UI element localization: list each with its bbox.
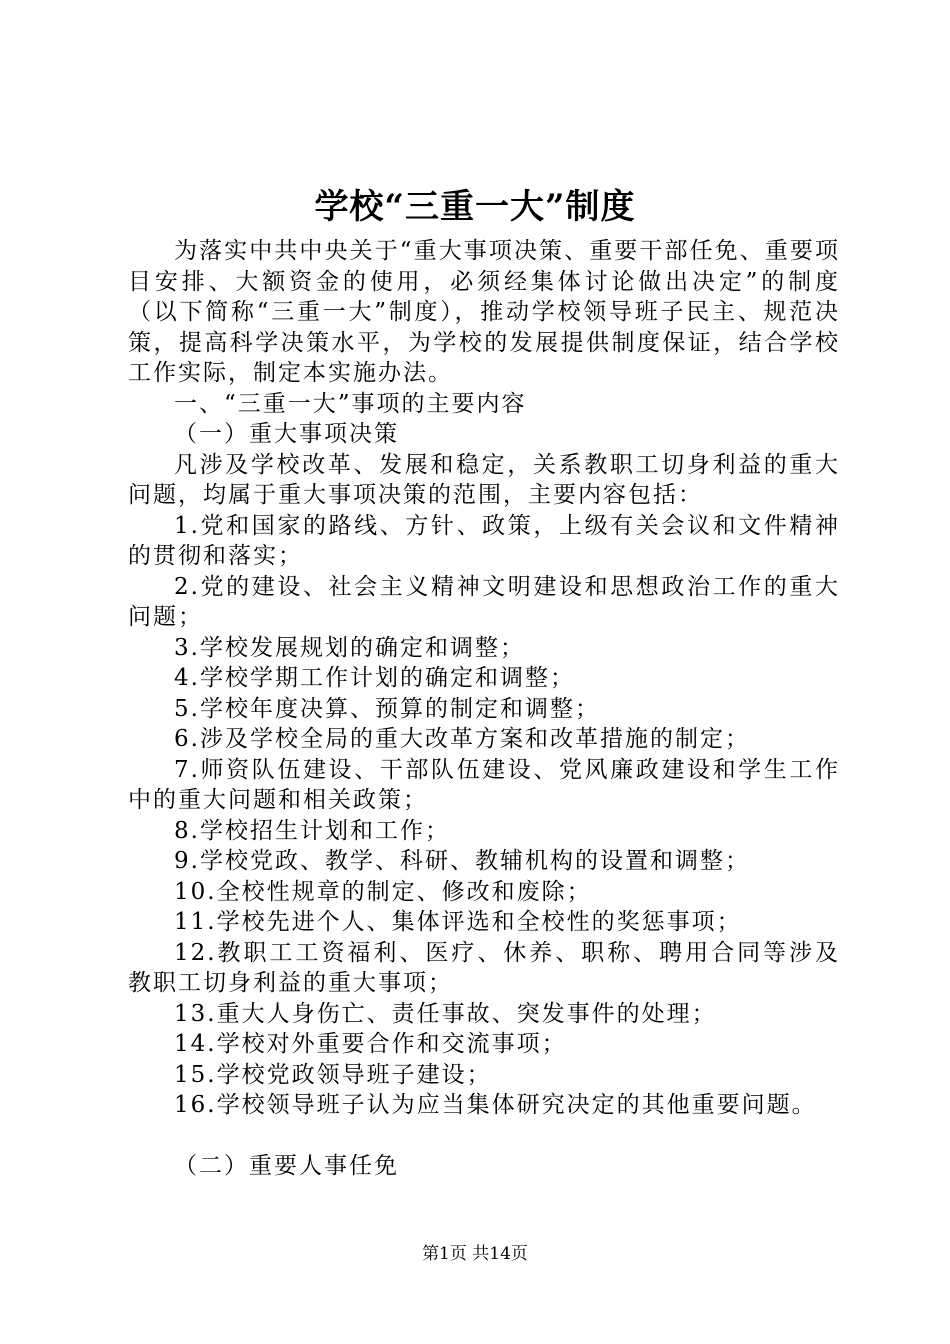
list-item-13: 13.重大人身伤亡、责任事故、突发事件的处理； xyxy=(174,1000,717,1027)
list-item-7: 7.师资队伍建设、干部队伍建设、党风廉政建设和学生工作中的重大问题和相关政策； xyxy=(128,756,840,813)
list-item-14: 14.学校对外重要合作和交流事项； xyxy=(174,1031,567,1057)
list-item-9: 9.学校党政、教学、科研、教辅机构的设置和调整； xyxy=(174,848,750,874)
section-heading-1: 一、“三重一大”事项的主要内容 xyxy=(174,390,527,417)
list-item-15: 15.学校党政领导班子建设； xyxy=(174,1061,492,1088)
list-item-11: 11.学校先进个人、集体评选和全校性的奖惩事项； xyxy=(174,909,742,935)
paragraph-intro: 为落实中共中央关于“重大事项决策、重要干部任免、重要项目安排、大额资金的使用，必须经集体讨论做出决定”的制度（以下简称“三重一大”制度），推动学校领导班子民主、规范决策，提高科学决策水平，为学校的发展提供制度保证，结合学校工作实际，制定本实施办法。 xyxy=(128,238,840,386)
document-body xyxy=(128,236,840,1181)
list-item-6: 6.涉及学校全局的重大改革方案和改革措施的制定； xyxy=(174,726,750,752)
document-title: 学校“三重一大”制度 xyxy=(314,187,636,227)
list-item-10: 10.全校性规章的制定、修改和废除； xyxy=(174,878,592,905)
subsection-heading-2: （二）重要人事任免 xyxy=(174,1152,399,1179)
list-item-8: 8.学校招生计划和工作； xyxy=(174,817,450,844)
list-item-1: 1.党和国家的路线、方针、政策，上级有关会议和文件精神的贯彻和落实； xyxy=(128,512,840,569)
paragraph-scope: 凡涉及学校改革、发展和稳定，关系教职工切身利益的重大问题，均属于重大事项决策的范围，主要内容包括： xyxy=(128,451,840,508)
list-item-5: 5.学校年度决算、预算的制定和调整； xyxy=(174,695,600,722)
list-item-12: 12.教职工工资福利、医疗、休养、职称、聘用合同等涉及教职工切身利益的重大事项； xyxy=(128,939,840,996)
list-item-16: 16.学校领导班子认为应当集体研究决定的其他重要问题。 xyxy=(174,1092,817,1118)
list-item-4: 4.学校学期工作计划的确定和调整； xyxy=(174,665,575,691)
list-item-2: 2.党的建设、社会主义精神文明建设和思想政治工作的重大问题； xyxy=(128,573,840,630)
page-footer: 第1页 共14页 xyxy=(422,1244,528,1264)
subsection-heading-1: （一）重大事项决策 xyxy=(174,421,399,447)
list-item-3: 3.学校发展规划的确定和调整； xyxy=(174,634,525,661)
